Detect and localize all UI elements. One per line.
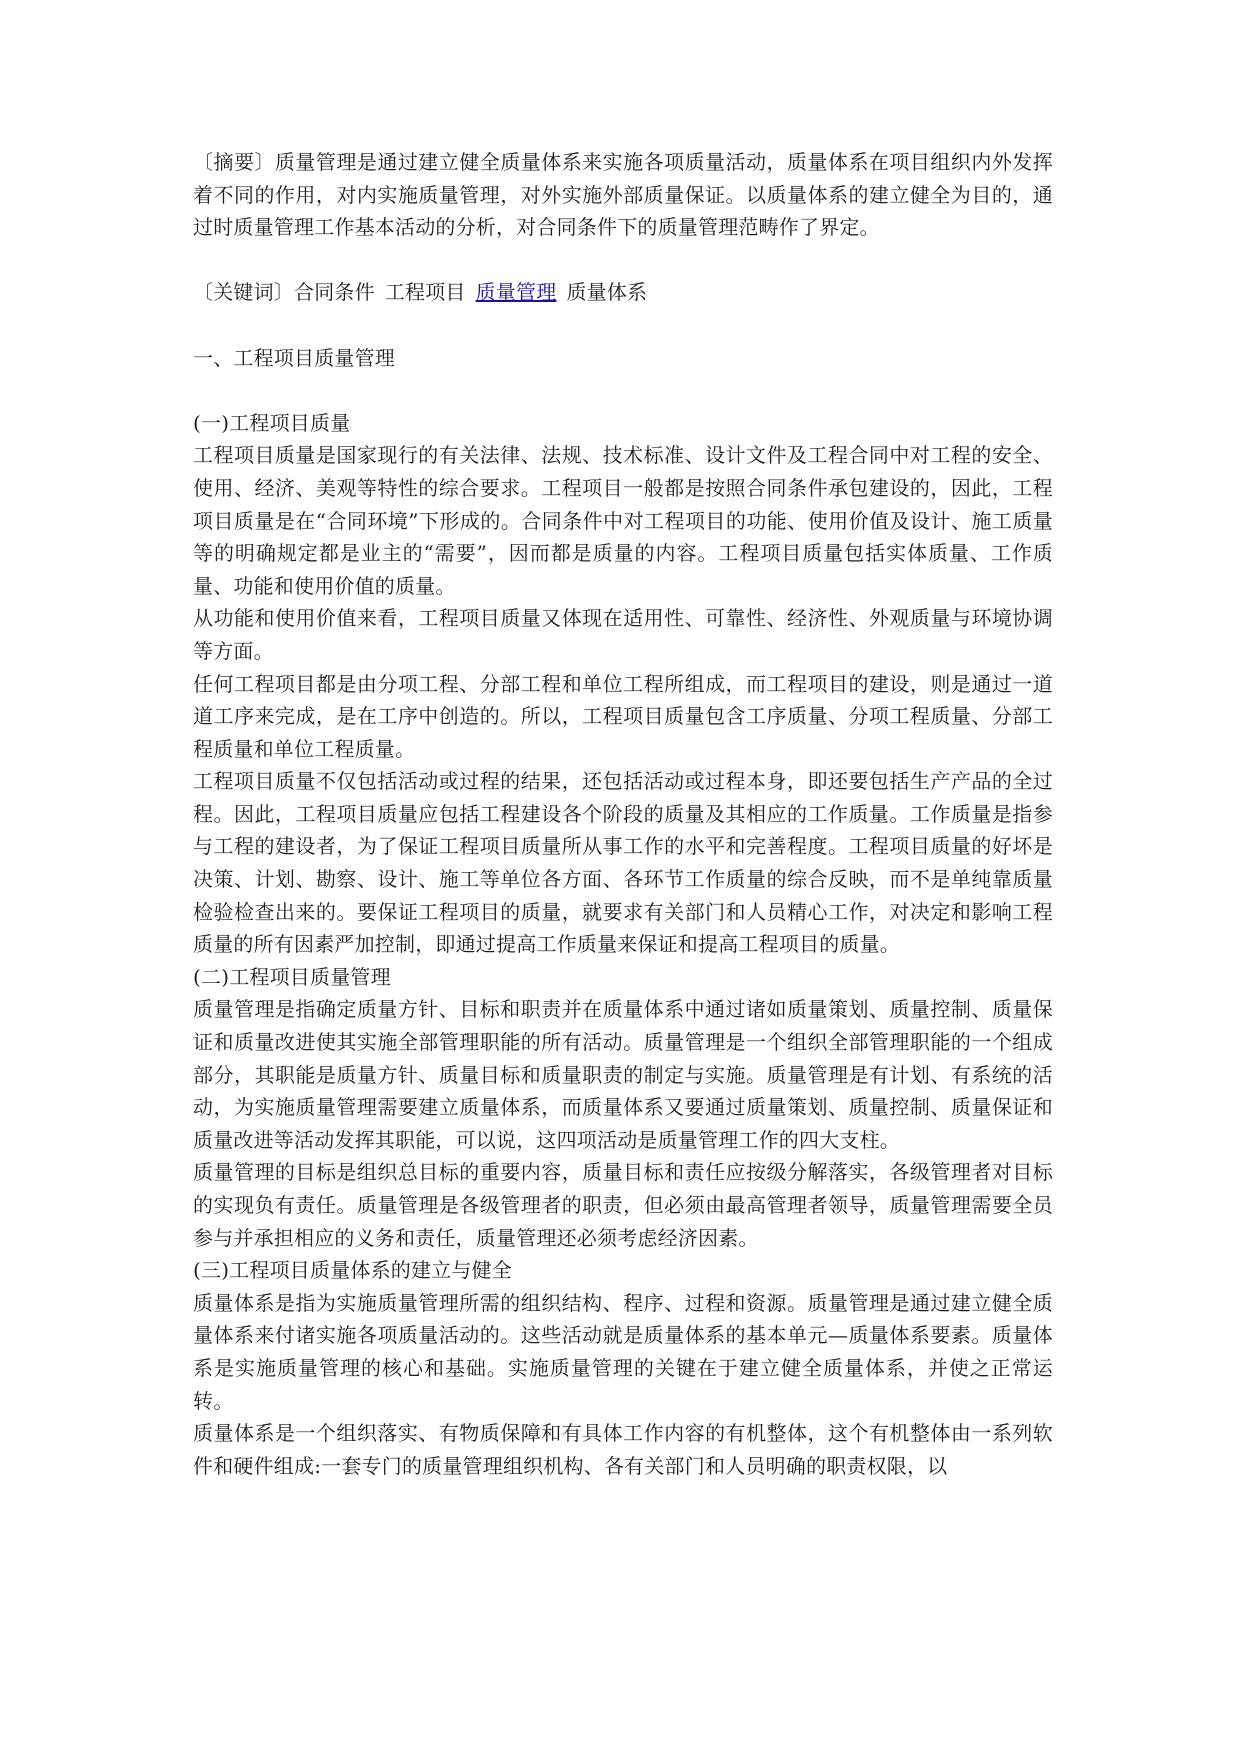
keyword-link-quality-management[interactable]: 质量管理 — [475, 280, 557, 305]
body-paragraph: 任何工程项目都是由分项工程、分部工程和单位工程所组成，而工程项目的建设，则是通过一道道工序来完成，是在工序中创造的。所以，工程项目质量包含工序质量、分项工程质量、分部工程质量和单位工程质量。 — [193, 671, 1053, 761]
keyword-item: 合同条件 — [294, 280, 375, 305]
body-paragraph: 质量体系是一个组织落实、有物质保障和有具体工作内容的有机整体，这个有机整体由一系列软件和硬件组成:一套专门的质量管理组织机构、各有关部门和人员明确的职责权限，以 — [193, 1421, 1053, 1478]
body-paragraph: 质量管理的目标是组织总目标的重要内容，质量目标和责任应按级分解落实，各级管理者对目标的实现负有责任。质量管理是各级管理者的职责，但必须由最高管理者领导，质量管理需要全员参与并承担相应的义务和责任，质量管理还必须考虑经济因素。 — [193, 1160, 1053, 1250]
keywords-line — [193, 276, 1053, 309]
document-page — [193, 146, 1053, 1482]
keywords-label: 〔关键词〕 — [193, 280, 294, 305]
body-paragraph: 工程项目质量是国家现行的有关法律、法规、技术标准、设计文件及工程合同中对工程的安全、使用、经济、美观等特性的综合要求。工程项目一般都是按照合同条件承包建设的，因此，工程项目质量是在“合同环境”下形成的。合同条件中对工程项目的功能、使用价值及设计、施工质量等的明确规定都是业主的“需要”，因而都是质量的内容。工程项目质量包括实体质量、工作质量、功能和使用价值的质量。 — [193, 443, 1053, 598]
keyword-item: 工程项目 — [384, 280, 466, 305]
subsection-heading: (一)工程项目质量 — [193, 410, 351, 435]
keyword-item: 质量体系 — [566, 280, 648, 305]
body-paragraph: 质量体系是指为实施质量管理所需的组织结构、程序、过程和资源。质量管理是通过建立健全质量体系来付诸实施各项质量活动的。这些活动就是质量体系的基本单元—质量体系要素。质量体系是实施质量管理的核心和基础。实施质量管理的关键在于建立健全质量体系，并使之正常运转。 — [193, 1290, 1053, 1413]
subsection-heading: (二)工程项目质量管理 — [193, 964, 391, 989]
body-paragraph: 从功能和使用价值来看，工程项目质量又体现在适用性、可靠性、经济性、外观质量与环境协调等方面。 — [193, 606, 1053, 663]
spacer — [193, 244, 1053, 277]
subsection-heading: (三)工程项目质量体系的建立与健全 — [193, 1258, 513, 1283]
spacer — [193, 374, 1053, 407]
abstract-paragraph: 〔摘要〕质量管理是通过建立健全质量体系来实施各项质量活动，质量体系在项目组织内外发挥着不同的作用，对内实施质量管理，对外实施外部质量保证。以质量体系的建立健全为目的，通过时质量管理工作基本活动的分析，对合同条件下的质量管理范畴作了界定。 — [193, 150, 1053, 240]
body-paragraph: 质量管理是指确定质量方针、目标和职责并在质量体系中通过诸如质量策划、质量控制、质量保证和质量改进使其实施全部管理职能的所有活动。质量管理是一个组织全部管理职能的一个组成部分，其职能是质量方针、质量目标和质量职责的制定与实施。质量管理是有计划、有系统的活动，为实施质量管理需要建立质量体系，而质量体系又要通过质量策划、质量控制、质量保证和质量改进等活动发挥其职能，可以说，这四项活动是质量管理工作的四大支柱。 — [193, 997, 1053, 1152]
section-heading: 一、工程项目质量管理 — [193, 345, 395, 370]
body-paragraph: 工程项目质量不仅包括活动或过程的结果，还包括活动或过程本身，即还要包括生产产品的全过程。因此，工程项目质量应包括工程建设各个阶段的质量及其相应的工作质量。工作质量是指参与工程的建设者，为了保证工程项目质量所从事工作的水平和完善程度。工程项目质量的好坏是决策、计划、勘察、设计、施工等单位各方面、各环节工作质量的综合反映，而不是单纯靠质量检验检查出来的。要保证工程项目的质量，就要求有关部门和人员精心工作，对决定和影响工程质量的所有因素严加控制，即通过提高工作质量来保证和提高工程项目的质量。 — [193, 769, 1053, 957]
spacer — [193, 309, 1053, 342]
